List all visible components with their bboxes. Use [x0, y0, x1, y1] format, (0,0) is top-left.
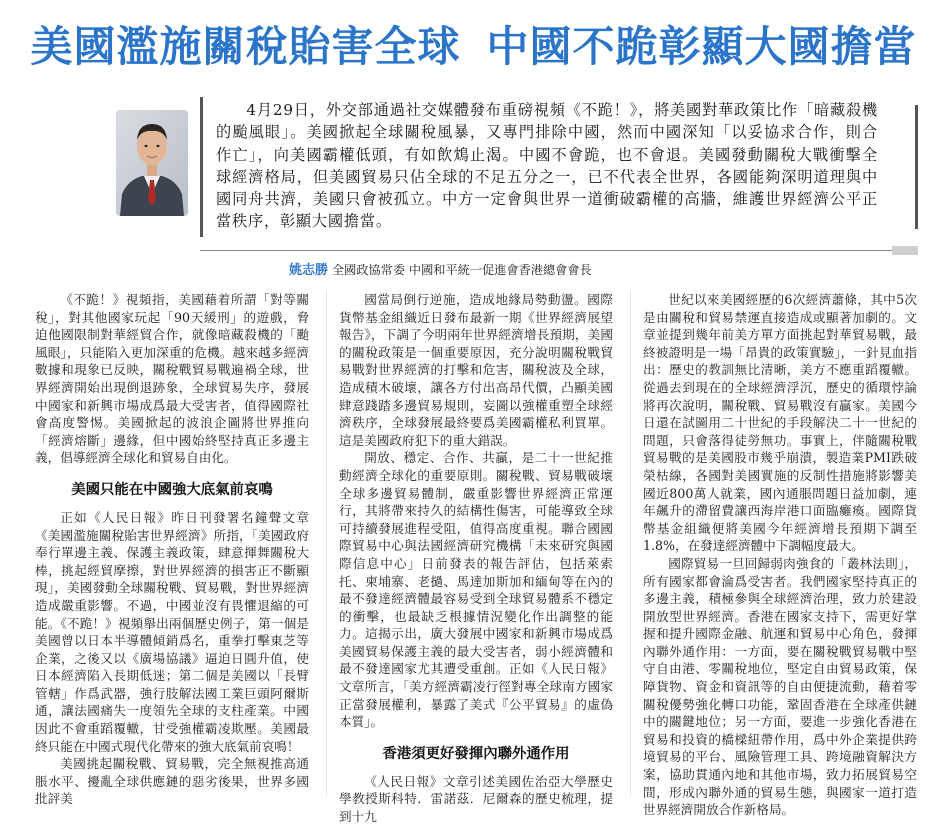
column-divider	[630, 291, 631, 796]
author-photo	[116, 110, 188, 216]
lead-box	[200, 97, 918, 237]
paragraph: 正如《人民日報》昨日刊發署名鐘聲文章《美國濫施關稅貽害世界經濟》所指，「美國政府奉行單邊主義、保護主義政策，肆意揮舞關稅大棒，挑起經貿摩擦，對世界經濟的損害正不斷顯現」，美國發動全球關稅戰、貿易戰，對世界經濟造成嚴重影響。不過，中國並沒有畏懼退縮的可能。《不跪！》視頻舉出兩個歷史例子，第一個是美國曾以日本半導體傾銷爲名，重拳打擊東芝等企業，之後又以《廣場協議》逼迫日圓升值，使日本經濟陷入長期低迷；第二個是美國以「長臂管轄」作爲武器，強行肢解法國工業巨頭阿爾斯通，讓法國痛失一度領先全球的支柱產業。中國因此不會重蹈覆轍，甘受強權霸凌欺壓。美國最終只能在中國式現代化帶來的強大底氣前哀鳴！	[35, 509, 309, 754]
headline-left: 美國濫施關稅貽害全球	[30, 22, 461, 71]
article-column-3	[643, 291, 917, 819]
paragraph: 《不跪！》視頻指，美國藉着所謂「對等關稅」，對其他國家玩起「90天緩刑」的遊戲，脅迫他國限制對華經貿合作，就像暗藏殺機的「颱風眼」，只能陷入更加深重的危機。越來越多經濟數據和現象已反映，關稅戰貿易戰遍禍全球，世界經濟開始出現倒退跡象，全球貿易失序，發展中國家和新興市場成爲最大受害者，值得國際社會高度警惕。美國掀起的波浪企圖將世界推向「經濟熔斷」邊緣，但中國始終堅持真正多邊主義，倡導經濟全球化和貿易自由化。	[35, 292, 309, 466]
author-title: 全國政協常委 中國和平統一促進會香港總會會長	[331, 263, 592, 277]
section-heading: 香港須更好發揮內聯外通作用	[382, 745, 570, 762]
byline-divider-block	[892, 246, 918, 255]
author-photo-portrait	[116, 110, 188, 216]
byline-divider	[200, 250, 918, 251]
paragraph: 開放、穩定、合作、共贏，是二十一世紀推動經濟全球化的重要原則。關稅戰、貿易戰破壞全球多邊貿易體制，嚴重影響世界經濟正常運行，其將帶來持久的結構性傷害，可能導致全球可持續發展進程受阻，值得高度重視。聯合國國際貿易中心與法國經濟研究機構「未來研究與國際信息中心」日前發表的報告評估，包括萊索托、柬埔寨、老撾、馬達加斯加和緬甸等在內的最不發達經濟體最容易受到全球貿易體系不穩定的衝擊，也最缺乏根據情況變化作出調整的能力。這揭示出，廣大發展中國家和新興市場成爲美國貿易保護主義的最大受害者，弱小經濟體和最不發達國家尤其遭受重創。正如《人民日報》文章所言，「美方經濟霸凌行徑對專全球南方國家正當發展權利，暴露了美式『公平貿易』的虛偽本質」。	[339, 450, 613, 730]
lead-paragraph: 4月29日，外交部通過社交媒體發布重磅視頻《不跪！》，將美國對華政策比作「暗藏殺機的颱風眼」。美國掀起全球關稅風暴，又專門排除中國，然而中國深知「以妥協求合作，則合作亡」，向美國霸權低頭，有如飲鴆止渴。中國不會跪，也不會退。美國發動關稅大戰衝擊全球經濟格局，但美國貿易只佔全球的不足五分之一，已不代表全世界，各國能夠深明道理與中國同舟共濟，美國只會被孤立。中方一定會與世界一道衝破霸權的高牆，維護世界經濟公平正當秩序，彰顯大國擔當。	[216, 101, 878, 231]
byline	[289, 262, 929, 279]
article-column-1	[35, 291, 309, 808]
headline	[0, 14, 947, 80]
paragraph: 美國挑起關稅戰、貿易戰，完全無視推高通脹水平、擾亂全球供應鏈的惡劣後果，世界多國批評美	[35, 756, 309, 807]
section-heading: 美國只能在中國強大底氣前哀鳴	[71, 481, 273, 498]
paragraph: 國當局倒行逆施，造成地緣局勢動盪。國際貨幣基金組織近日發布最新一期《世界經濟展望報告》，下調了今明兩年世界經濟增長預期，美國的關稅政策是一個重要原因，充分說明關稅戰貿易戰對世界經濟的打擊和危害，關稅波及全球，造成積木破壞，讓各方付出高昂代價，凸顯美國肆意踐踏多邊貿易規則，妄圖以強權重塑全球經濟秩序，全球發展最終要爲美國霸權私利買單。這是美國政府犯下的重大錯誤。	[339, 292, 613, 448]
headline-right: 中國不跪彰顯大國擔當	[486, 22, 917, 71]
author-name: 姚志勝	[289, 263, 329, 278]
lead-rule-left	[200, 97, 203, 237]
column-divider	[326, 291, 327, 796]
lead-rule-right	[915, 105, 918, 229]
paragraph: 《人民日報》文章引述美國佐治亞大學歷史學教授斯科特．雷諾茲．尼爾森的歷史梳理，提到十九	[339, 773, 613, 825]
paragraph: 世紀以來美國經歷的6次經濟蕭條，其中5次是由關稅和貿易禁運直接造成或顯著加劇的。文章並提到幾年前美方單方面挑起對華貿易戰，最終被證明是一場「昂貴的政策實驗」，一針見血指出：歷史的教訓無比清晰，美方不應重蹈覆轍。從過去到現在的全球經濟浮沉，歷史的循環悖論將再次說明，關稅戰、貿易戰沒有贏家。美國今日還在試圖用二十世紀的手段解決二十一世紀的問題，只會落得徒勞無功。事實上，伴隨關稅戰貿易戰的是美國股市幾乎崩潰，製造業PMI跌破榮枯線，各國對美國實施的反制性措施將影響美國近800萬人就業，國內通脹問題日益加劇，連年飆升的滯留費讓西海岸港口面臨癱瘓。國際貨幣基金組織便將美國今年經濟增長預期下調至1.8%，在發達經濟體中下調幅度最大。	[643, 292, 917, 554]
article-column-2	[339, 291, 613, 826]
paragraph: 國際貿易一旦回歸弱肉強食的「叢林法則」，所有國家都會淪爲受害者。我們國家堅持真正的多邊主義，積極參與全球經濟治理，致力於建設開放型世界經濟。香港在國家支持下，需更好掌握和提升國際金融、航運和貿易中心角色，發揮內聯外通作用：一方面，要在關稅戰貿易戰中堅守自由港、零關稅地位，堅定自由貿易政策，保障貨物、資金和資訊等的自由便捷流動，藉着零關稅優勢強化轉口功能，鞏固香港在全球產供鏈中的關鍵地位；另一方面，要進一步強化香港在貿易和投資的橋樑紐帶作用，爲中外企業提供跨境貿易的平台、風險管理工具、跨境融資解決方案，協助貫通內地和其他市場，致力拓展貿易空間，形成內聯外通的貿易生態，與國家一道打造世界經濟開放合作新格局。	[643, 555, 917, 818]
